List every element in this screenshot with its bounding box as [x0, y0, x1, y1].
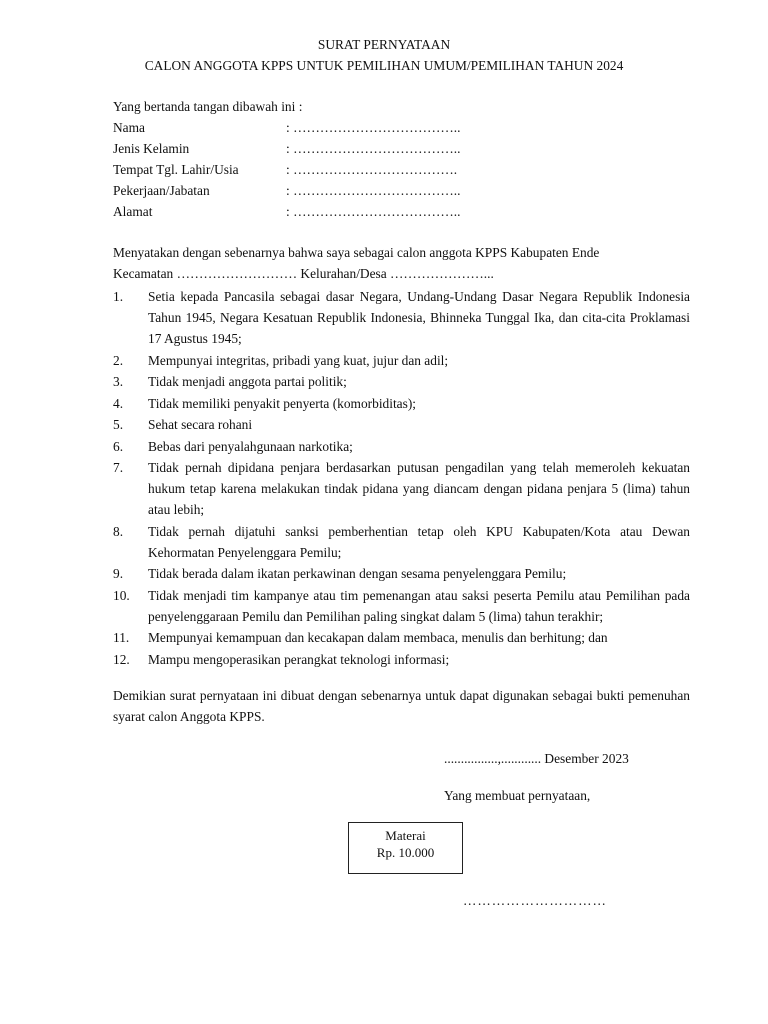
stamp-label: Materai — [385, 828, 426, 843]
field-value: : ……………………………….. — [286, 120, 461, 135]
signature-line: ………………………… — [463, 893, 607, 908]
item-text: Tidak berada dalam ikatan perkawinan dengan sesama penyelenggara Pemilu; — [148, 566, 567, 581]
list-item — [113, 563, 690, 584]
item-text: Sehat secara rohani — [148, 417, 253, 432]
field-label: Pekerjaan/Jabatan — [113, 183, 210, 198]
list-item — [113, 457, 690, 520]
field-label: Nama — [113, 120, 145, 135]
list-item — [113, 393, 690, 414]
list-item — [113, 371, 690, 392]
item-text: Tidak memiliki penyakit penyerta (komorbiditas); — [148, 395, 417, 411]
item-number: 5. — [113, 417, 124, 432]
item-number: 2. — [113, 352, 124, 368]
statement-line-1: Menyatakan dengan sebenarnya bahwa saya sebagai calon anggota KPPS Kabupaten Ende — [113, 245, 600, 260]
field-value: : ……………………………….. — [286, 204, 461, 219]
field-value: : ………………………………. — [286, 162, 458, 177]
materai-stamp-box — [348, 822, 463, 874]
item-text: Mempunyai kemampuan dan kecakapan dalam membaca, menulis dan berhitung; dan — [148, 630, 608, 645]
closing-paragraph: Demikian surat pernyataan ini dibuat dengan sebenarnya untuk dapat digunakan sebagai bukti pemenuhan syarat calon Anggota KPPS. — [113, 688, 690, 724]
document-title: SURAT PERNYATAAN — [317, 37, 451, 52]
item-text: Mempunyai integritas, pribadi yang kuat, jujur dan adil; — [148, 352, 449, 368]
field-value: : ……………………………….. — [286, 141, 461, 156]
item-text: Bebas dari penyalahgunaan narkotika; — [148, 438, 353, 454]
date-line: ................,............ Desember 2023 — [444, 751, 629, 766]
field-value: : ……………………………….. — [286, 183, 461, 198]
intro-text: Yang bertanda tangan dibawah ini : — [113, 99, 303, 114]
item-number: 3. — [113, 374, 124, 389]
statement-line-2: Kecamatan ……………………… Kelurahan/Desa …………………... — [113, 266, 494, 281]
list-item — [113, 521, 690, 563]
stamp-value: Rp. 10.000 — [376, 845, 435, 860]
document-subtitle: CALON ANGGOTA KPPS UNTUK PEMILIHAN UMUM/PEMILIHAN TAHUN 2024 — [144, 58, 624, 73]
item-text: Tidak menjadi anggota partai politik; — [148, 374, 347, 389]
field-label: Jenis Kelamin — [113, 141, 190, 156]
item-number: 7. — [113, 460, 124, 475]
list-item — [113, 649, 690, 670]
item-number: 1. — [113, 289, 124, 304]
item-number: 6. — [113, 438, 124, 454]
item-text: Mampu mengoperasikan perangkat teknologi informasi; — [148, 651, 450, 667]
signer-label: Yang membuat pernyataan, — [444, 788, 591, 803]
item-number: 12. — [113, 651, 130, 667]
list-item — [113, 585, 690, 627]
field-label: Alamat — [113, 204, 153, 219]
item-text: Tidak menjadi tim kampanye atau tim pemenangan atau saksi peserta Pemilu atau Pemilihan pada penyelenggaraan Pemilu dan Pemilihan paling singkat dalam 5 (lima) tahun terakhir; — [148, 587, 690, 624]
list-item — [113, 414, 690, 435]
list-item — [113, 350, 690, 371]
item-text: Setia kepada Pancasila sebagai dasar Negara, Undang-Undang Dasar Negara Republik Indonesia Tahun 1945, Negara Kesatuan Republik Indonesia, Bhinneka Tunggal Ika, dan cita-cita Proklamasi 17 Agustus 1945; — [148, 289, 690, 346]
requirements-list — [113, 286, 690, 670]
item-number: 8. — [113, 523, 124, 539]
item-number: 4. — [113, 395, 124, 411]
item-number: 11. — [113, 630, 130, 645]
item-number: 9. — [113, 566, 124, 581]
field-label: Tempat Tgl. Lahir/Usia — [113, 162, 239, 177]
item-number: 10. — [113, 587, 130, 603]
list-item — [113, 436, 690, 457]
list-item — [113, 286, 690, 349]
item-text: Tidak pernah dipidana penjara berdasarkan putusan pengadilan yang telah memeroleh kekuatan hukum tetap karena melakukan tindak pidana yang diancam dengan pidana penjara 5 (lima) tahun atau lebih; — [148, 460, 690, 517]
item-text: Tidak pernah dijatuhi sanksi pemberhentian tetap oleh KPU Kabupaten/Kota atau Dewan Kehormatan Penyelenggara Pemilu; — [148, 523, 690, 560]
list-item — [113, 627, 690, 648]
